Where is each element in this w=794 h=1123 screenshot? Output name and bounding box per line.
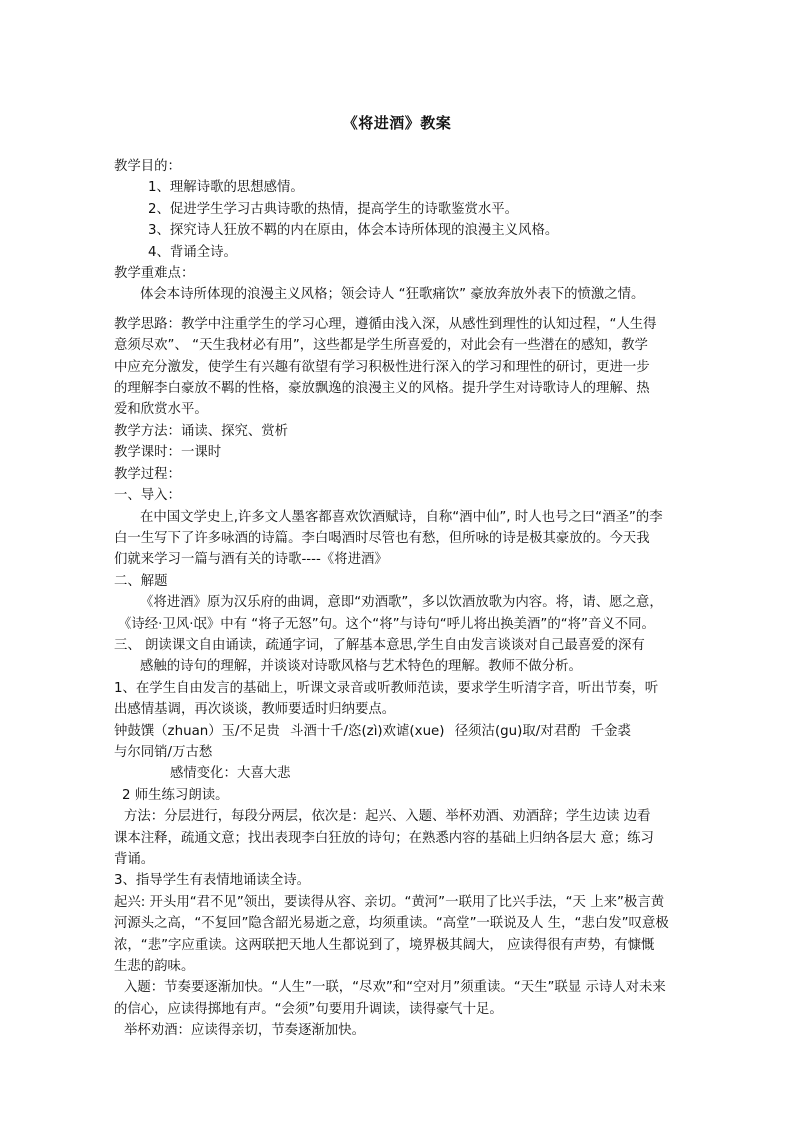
paragraph-line: 举杯劝酒：应读得亲切，节奏逐渐加快。 (124, 1023, 366, 1039)
key-points-text: 体会本诗所体现的浪漫主义风格；领会诗人 “狂歌痛饮” 豪放奔放外表下的愤激之情。 (140, 287, 645, 303)
paragraph-line: 浓，“悲”字应重读。这两联把天地人生都说到了，境界极其阔大， 应读得很有声势，有慷慨 (114, 937, 655, 953)
teaching-hours: 教学课时：一课时 (114, 445, 222, 461)
paragraph-line: 3、指导学生有表情地诵读全诗。 (114, 873, 310, 889)
section-heading: 三、 朗读课文自由诵读，疏通字词，了解基本意思,学生自由发言谈谈对自己最喜爱的深有 (114, 637, 645, 653)
paragraph-line: 钟鼓馔（zhuan）玉/不足贵 斗酒十千/恣(zì)欢谑(xue) 径须沽(gu)取/对君酌 千金裘 (114, 723, 631, 739)
objective-item: 4、背诵全诗。 (148, 244, 237, 260)
paragraph-line: 感触的诗句的理解，并谈谈对诗歌风格与艺术特色的理解。教师不做分析。 (140, 659, 582, 675)
objective-item: 1、理解诗歌的思想感情。 (148, 180, 304, 196)
paragraph-line: 1、在学生自由发言的基础上，听课文录音或听教师范读，要求学生听清字音，听出节奏，听 (114, 680, 659, 696)
paragraph-line: 出感情基调，再次谈谈，教师要适时归纳要点。 (114, 702, 396, 718)
paragraph-line: 白一生写下了许多咏酒的诗篇。李白喝酒时尽管也有愁，但所咏的诗是极其豪放的。今天我 (114, 530, 650, 546)
paragraph-line: 起兴: 开头用“君不见”领出，要读得从容、亲切。“黄河”一联用了比兴手法，“天 上来”极言黄 (114, 894, 665, 910)
paragraph-line: 课本注释，疏通文意；找出表现李白狂放的诗句；在熟悉内容的基础上归纳各层大 意；练习 (114, 830, 654, 846)
paragraph-line: 河源头之高，“不复回”隐含韶光易逝之意，均须重读。“高堂”一联说及人 生，“悲白发”叹意极 (114, 916, 669, 932)
section-heading: 二、解题 (114, 573, 168, 589)
paragraph-line: 的理解李白豪放不羁的性格，豪放飘逸的浪漫主义的风格。提升学生对诗歌诗人的理解、热 (114, 381, 650, 397)
paragraph-line: 方法：分层进行，每段分两层，依次是：起兴、入题、举杯劝酒、劝酒辞；学生边读 边看 (124, 809, 651, 825)
paragraph-line: 的信心，应读得掷地有声。“会须”句要用升调读，读得豪气十足。 (114, 1001, 503, 1017)
paragraph-line: 教学思路：教学中注重学生的学习心理，遵循由浅入深，从感性到理性的认知过程，“人生得 (114, 316, 657, 332)
objective-item: 2、促进学生学习古典诗歌的热情，提高学生的诗歌鉴赏水平。 (148, 201, 519, 217)
paragraph-line: 中应充分激发，使学生有兴趣有欲望有学习积极性进行深入的学习和理性的研讨，更进一步 (114, 359, 650, 375)
paragraph-line: 背诵。 (114, 852, 155, 867)
paragraph-line: 《诗经·卫风·氓》中有 “将子无怒”句。这个“将”与诗句“呼儿将出换美酒”的“将”音义不同。 (118, 616, 655, 632)
paragraph-line: 意须尽欢”、 “天生我材必有用”，这些都是学生所喜爱的，对此会有一些潜在的感知，教学 (114, 338, 648, 354)
paragraph-line: 2 师生练习朗读。 (122, 787, 229, 803)
heading-objectives: 教学目的： (114, 159, 181, 174)
paragraph-line: 感情变化：大喜大悲 (170, 766, 291, 782)
section-heading: 一、导入： (114, 488, 181, 504)
paragraph-line: 《将进酒》原为汉乐府的曲调，意即“劝酒歌”，多以饮酒放歌为内容。将，请、愿之意， (140, 595, 663, 611)
paragraph-line: 入题：节奏要逐渐加快。“人生”一联，“尽欢”和“空对月”须重读。“天生”联显 示诗人对未来 (124, 980, 666, 996)
teaching-methods: 教学方法：诵读、探究、赏析 (114, 423, 289, 439)
paragraph-line: 生悲的韵味。 (114, 959, 195, 975)
heading-process: 教学过程： (114, 466, 181, 482)
document-body (114, 156, 694, 1042)
paragraph-line: 们就来学习一篇与酒有关的诗歌----《将进酒》 (114, 552, 388, 568)
objective-item: 3、探究诗人狂放不羁的内在原由，体会本诗所体现的浪漫主义风格。 (148, 223, 559, 239)
paragraph-line: 爱和欣赏水平。 (114, 402, 208, 418)
paragraph-line: 与尔同销/万古愁 (114, 744, 213, 760)
document-title: 《将进酒》教案 (342, 114, 452, 132)
paragraph-line: 在中国文学史上,许多文人墨客都喜欢饮酒赋诗，自称“酒中仙”, 时人也号之曰“酒圣”的李 (140, 509, 663, 525)
heading-key-points: 教学重难点： (114, 266, 195, 282)
